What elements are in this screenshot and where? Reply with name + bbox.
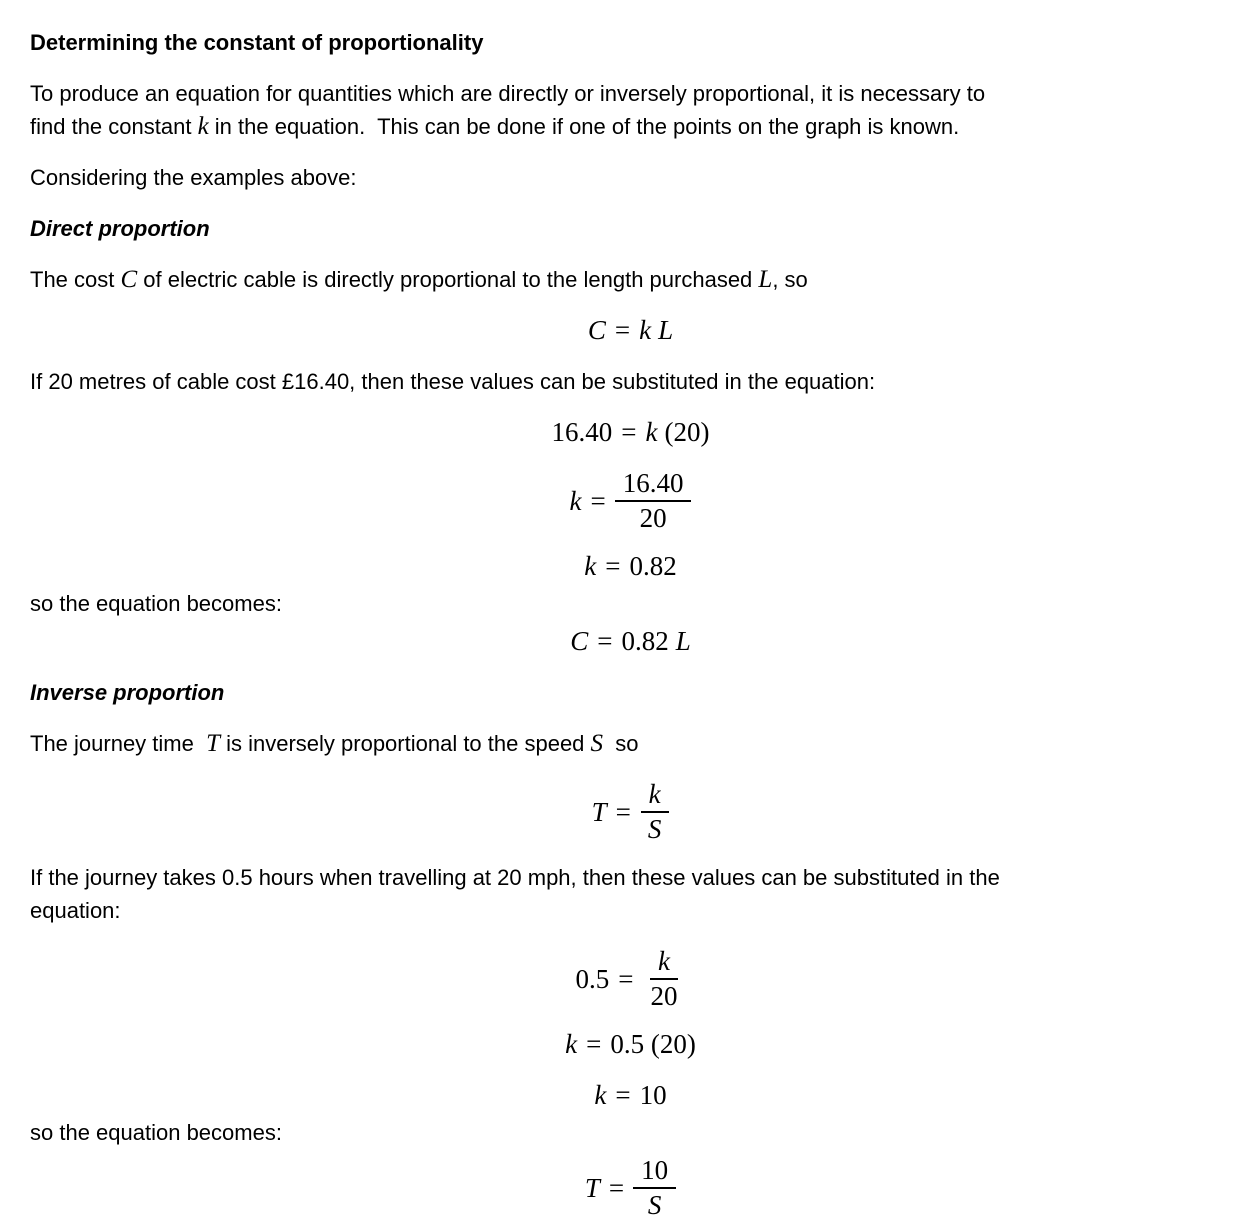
fraction-denominator: 20: [650, 981, 678, 1011]
math-variable: k: [565, 1029, 578, 1059]
math-operator: =: [608, 1172, 625, 1203]
math-number: 10: [639, 1080, 667, 1110]
math-variable: k: [594, 1080, 607, 1110]
math-operator: =: [590, 485, 606, 516]
intro-line-2-post: in the equation. This can be done if one of the points on the graph is known.: [208, 114, 960, 139]
math-variable: C: [587, 315, 606, 345]
direct-desc-post: , so: [772, 267, 808, 292]
math-number: 0.82: [621, 626, 669, 656]
math-operator: =: [618, 963, 634, 994]
math-variable: C: [570, 626, 589, 656]
math-variable-l: L: [758, 266, 773, 293]
math-variable: k: [639, 315, 652, 345]
inverse-substitution-line-2: equation:: [30, 898, 121, 923]
math-variable: L: [658, 315, 674, 345]
intro-line-2-pre: find the constant: [30, 114, 198, 139]
math-variable: k: [584, 551, 597, 581]
math-number: 0.82: [629, 551, 677, 581]
math-number: 0.5 (20): [610, 1029, 696, 1059]
math-variable: k: [569, 485, 582, 516]
inverse-substitution-line-1: If the journey takes 0.5 hours when travelling at 20 mph, then these values can be substituted in the: [30, 865, 1000, 890]
fraction-denominator: S: [647, 1190, 662, 1220]
math-operator: =: [597, 626, 613, 656]
math-variable-s: S: [590, 730, 604, 757]
equation-direct-substituted: [30, 416, 1209, 449]
equation-inverse-substituted: [30, 945, 1209, 1013]
inverse-description: [30, 727, 1209, 760]
fraction-numerator: 10: [633, 1154, 676, 1189]
direct-desc-mid: of electric cable is directly proportional to the length purchased: [137, 267, 759, 292]
inverse-desc-pre: The journey time: [30, 731, 207, 756]
math-variable: T: [591, 796, 607, 827]
math-variable-t: T: [206, 730, 220, 757]
equation-inverse-k-expression: [30, 1028, 1209, 1061]
equation-direct-k-value: [30, 550, 1209, 583]
inverse-desc-post: so: [603, 731, 639, 756]
inverse-substitution-text: [30, 861, 1209, 927]
inverse-becomes-text: so the equation becomes:: [30, 1120, 282, 1145]
considering-text: Considering the examples above:: [30, 165, 357, 190]
math-operator: =: [586, 1029, 602, 1059]
math-variable-c: C: [120, 266, 138, 293]
intro-paragraph: [30, 77, 1209, 143]
equation-inverse-general: [30, 778, 1209, 846]
fraction-numerator: k: [650, 945, 678, 980]
equation-inverse-k-value: [30, 1079, 1209, 1112]
direct-desc-pre: The cost: [30, 267, 121, 292]
page-title: Determining the constant of proportionality: [30, 30, 484, 55]
math-operator: =: [621, 417, 637, 447]
fraction-numerator: 16.40: [615, 467, 692, 502]
math-number: (20): [664, 417, 710, 447]
math-variable-k: k: [197, 113, 209, 140]
math-operator: =: [614, 315, 631, 345]
math-variable: k: [645, 417, 658, 447]
direct-description: [30, 263, 1209, 296]
fraction-denominator: S: [647, 814, 662, 844]
direct-substitution-text: If 20 metres of cable cost £16.40, then these values can be substituted in the equation:: [30, 369, 876, 394]
inverse-proportion-heading: Inverse proportion: [30, 680, 225, 705]
fraction: [615, 467, 692, 535]
math-operator: =: [615, 1080, 631, 1110]
math-variable: T: [584, 1172, 600, 1203]
math-variable: L: [675, 626, 691, 656]
fraction: [640, 778, 670, 846]
intro-line-2: [30, 110, 1209, 143]
intro-line-1: To produce an equation for quantities which are directly or inversely proportional, it is necessary to: [30, 81, 986, 106]
fraction: [633, 1154, 676, 1222]
math-number: 16.40: [551, 417, 613, 447]
equation-direct-general: [30, 314, 1209, 347]
math-operator: =: [615, 796, 631, 827]
equation-direct-final: [30, 625, 1209, 658]
math-number: 0.5: [575, 963, 610, 994]
fraction-denominator: 20: [639, 503, 667, 533]
equation-inverse-final: [30, 1154, 1209, 1222]
math-operator: =: [605, 551, 621, 581]
direct-proportion-heading: Direct proportion: [30, 216, 210, 241]
inverse-desc-mid: is inversely proportional to the speed: [219, 731, 591, 756]
direct-becomes-text: so the equation becomes:: [30, 591, 282, 616]
fraction-numerator: k: [641, 778, 669, 813]
fraction: [642, 945, 685, 1013]
equation-direct-k-fraction: [30, 467, 1209, 535]
